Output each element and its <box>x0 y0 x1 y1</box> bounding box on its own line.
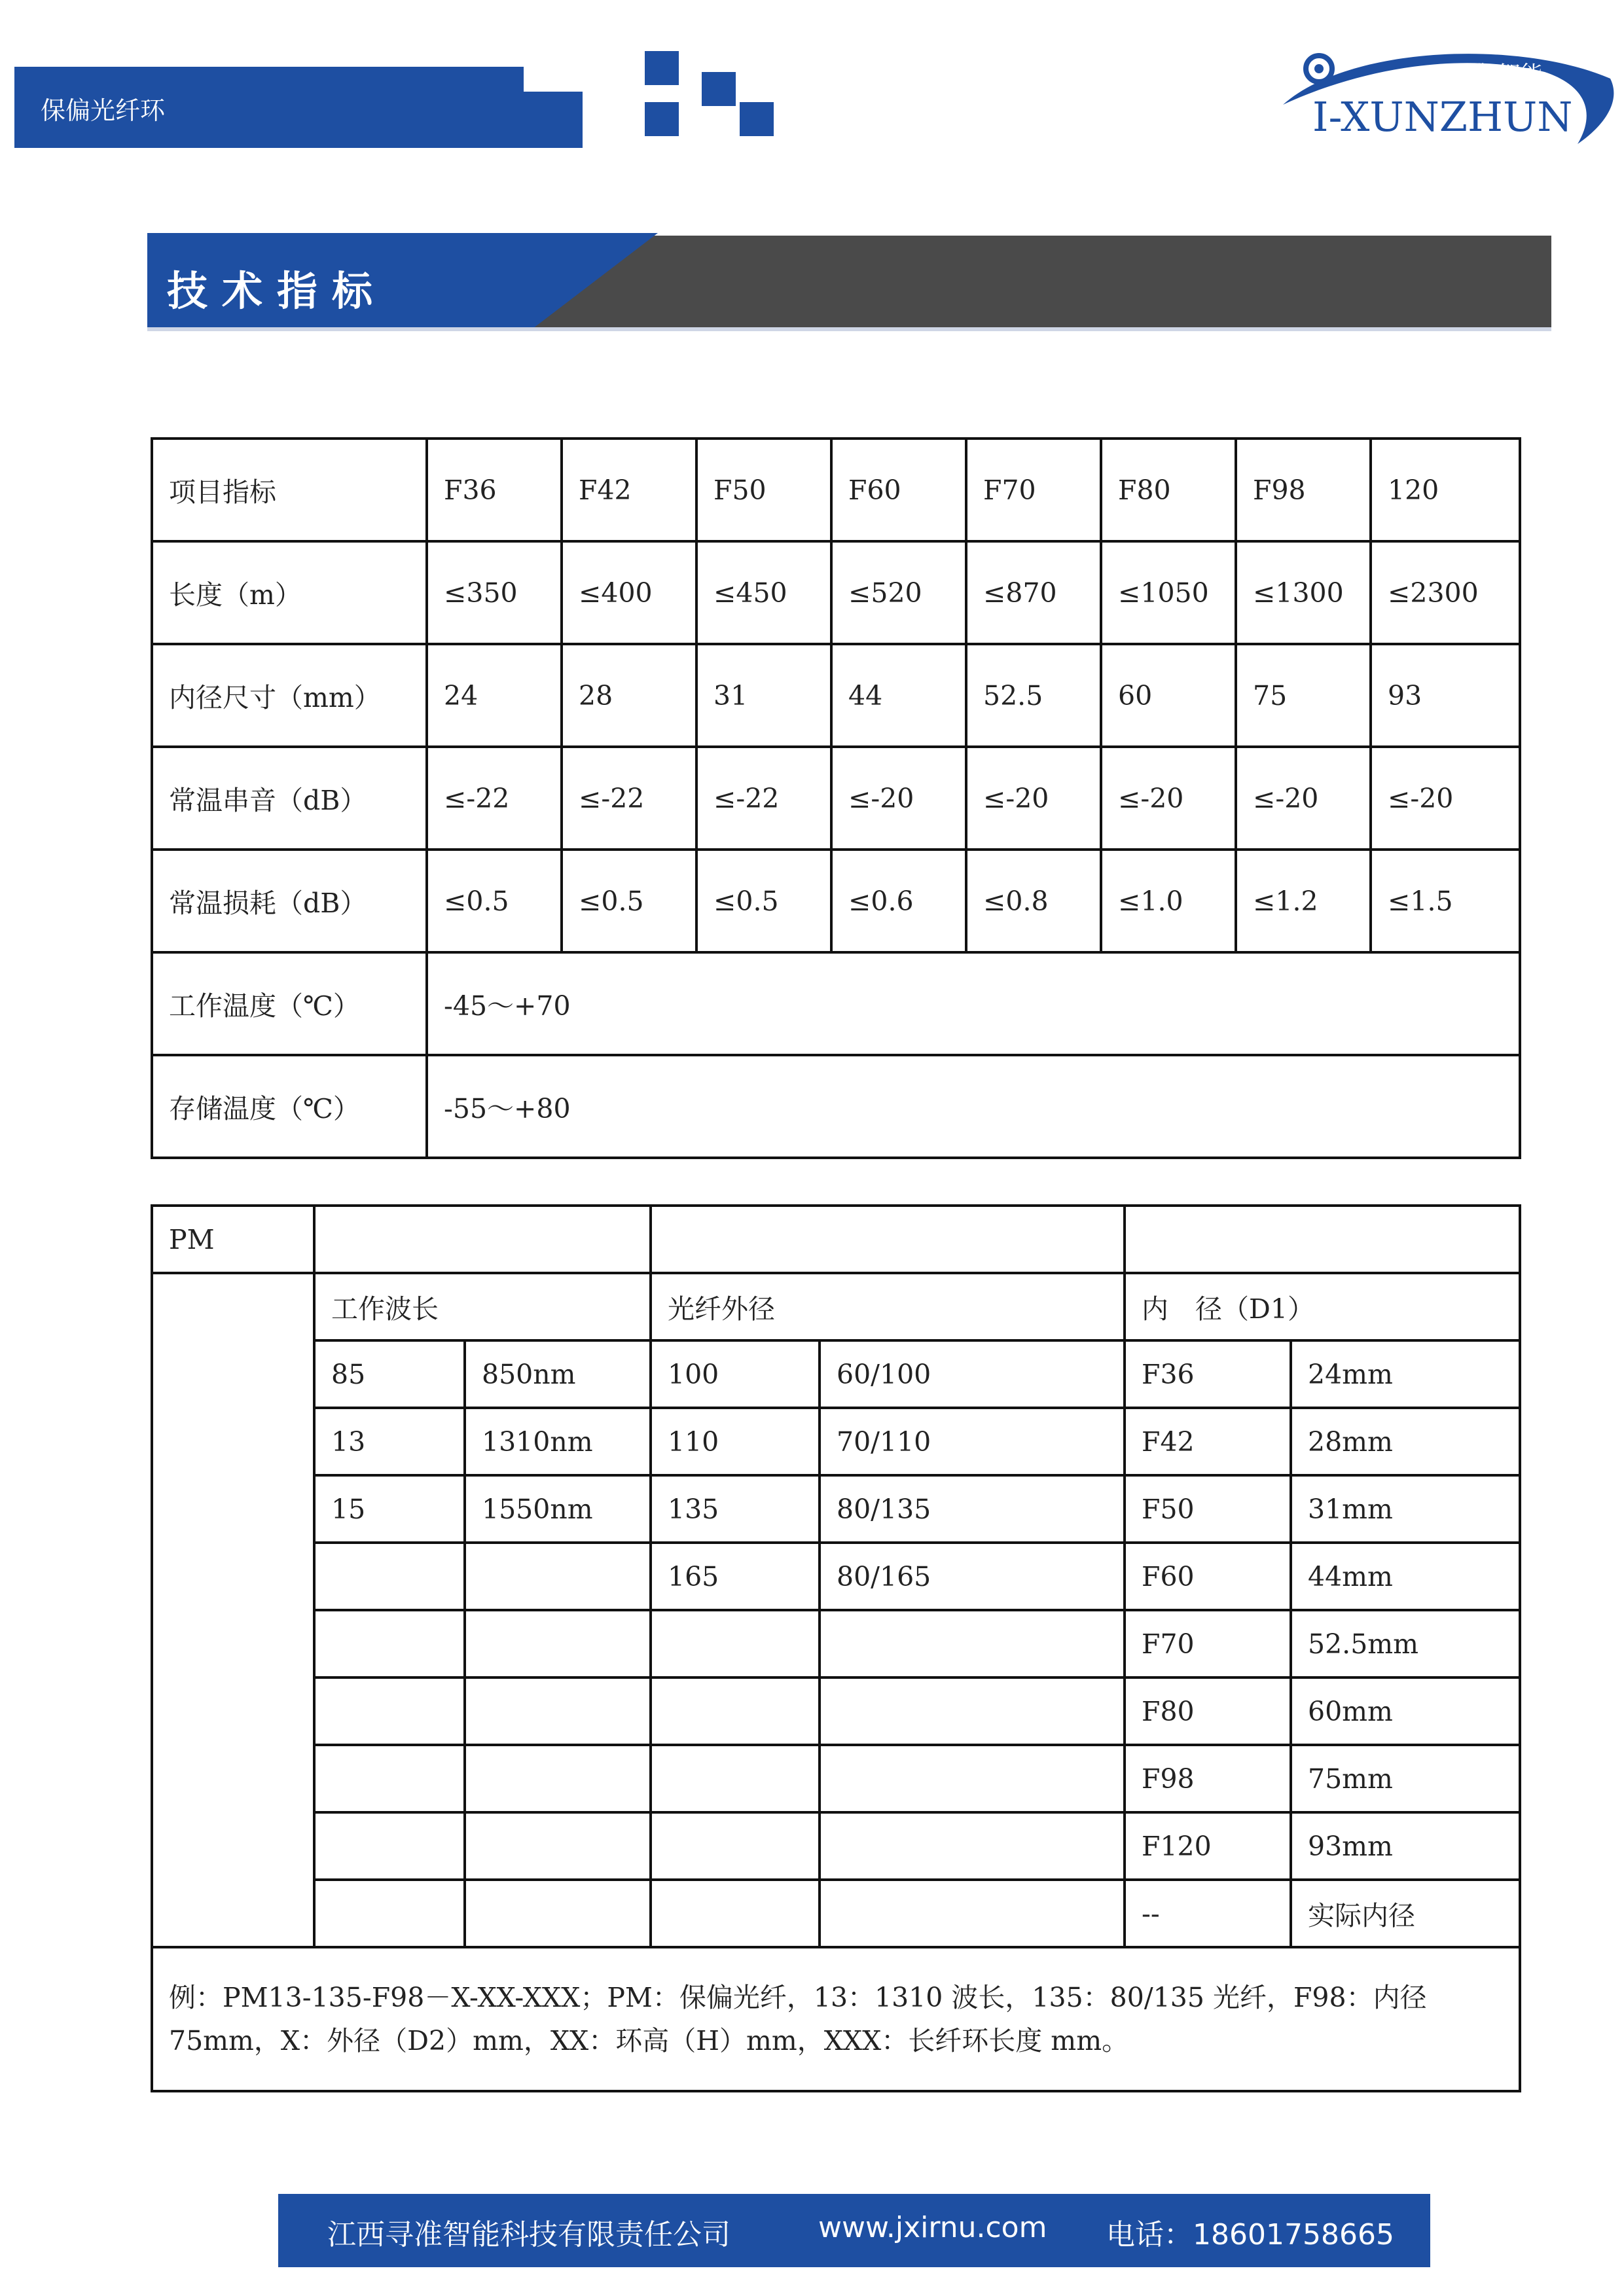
value-cell: ≤-20 <box>831 747 966 850</box>
wavelength-value <box>465 1610 651 1677</box>
value-cell: -55～+80 <box>427 1055 1520 1158</box>
decor-square <box>645 51 679 85</box>
row-label: 存储温度（℃） <box>152 1055 427 1158</box>
value-cell: ≤-22 <box>427 747 562 850</box>
footer-website[interactable]: www.jxirnu.com <box>818 2211 1047 2244</box>
row-label: 常温损耗（dB） <box>152 850 427 952</box>
wavelength-value <box>465 1677 651 1745</box>
value-cell: ≤400 <box>562 541 696 644</box>
row-label: 常温串音（dB） <box>152 747 427 850</box>
fiber-value <box>820 1610 1125 1677</box>
fiber-value <box>820 1880 1125 1947</box>
pm-row <box>152 1677 1520 1745</box>
wavelength-value <box>465 1745 651 1812</box>
logo-swoosh-icon <box>1270 33 1623 157</box>
value-cell: ≤-20 <box>1236 747 1371 850</box>
fiber-value <box>820 1812 1125 1880</box>
company-logo <box>1270 33 1623 157</box>
fiber-code <box>651 1812 820 1880</box>
value-cell: 31 <box>696 644 831 747</box>
pm-row <box>152 1543 1520 1610</box>
spec-row-store-temp <box>152 1055 1520 1158</box>
value-cell: ≤1050 <box>1101 541 1236 644</box>
pm-row <box>152 1745 1520 1812</box>
pm-title-row <box>152 1206 1520 1273</box>
model-cell: 120 <box>1371 439 1520 541</box>
inner-code: F70 <box>1125 1610 1291 1677</box>
fiber-value: 70/110 <box>820 1408 1125 1475</box>
wavelength-value <box>465 1812 651 1880</box>
value-cell: ≤0.5 <box>562 850 696 952</box>
pm-code-table <box>151 1204 1521 2092</box>
spec-header-row <box>152 439 1520 541</box>
wavelength-code <box>314 1610 465 1677</box>
inner-value: 93mm <box>1291 1812 1520 1880</box>
row-label: 内径尺寸（mm） <box>152 644 427 747</box>
wavelength-header: 工作波长 <box>314 1273 651 1340</box>
model-cell: F80 <box>1101 439 1236 541</box>
value-cell: ≤870 <box>966 541 1101 644</box>
section-title: 技术指标 <box>167 267 388 315</box>
wavelength-code <box>314 1880 465 1947</box>
empty-cell <box>651 1206 1125 1273</box>
value-cell: ≤1.5 <box>1371 850 1520 952</box>
inner-code: F42 <box>1125 1408 1291 1475</box>
model-cell: F36 <box>427 439 562 541</box>
pm-row <box>152 1880 1520 1947</box>
pm-row <box>152 1610 1520 1677</box>
inner-value: 28mm <box>1291 1408 1520 1475</box>
wavelength-code <box>314 1543 465 1610</box>
inner-code: F98 <box>1125 1745 1291 1812</box>
model-cell: F60 <box>831 439 966 541</box>
value-cell: ≤1.0 <box>1101 850 1236 952</box>
fiber-code <box>651 1745 820 1812</box>
fiber-value: 80/165 <box>820 1543 1125 1610</box>
pm-label: PM <box>152 1206 314 1273</box>
value-cell: ≤-22 <box>562 747 696 850</box>
fiber-value: 80/135 <box>820 1475 1125 1543</box>
pm-header-row <box>152 1273 1520 1340</box>
spec-row-crosstalk <box>152 747 1520 850</box>
pm-example-note: 例：PM13-135-F98－X-XX-XXX；PM：保偏光纤，13：1310 波长，135：80/135 光纤，F98：内径 75mm，X：外径（D2）mm，XX：环高（H）mm，XXX：长纤环长度 mm。 <box>152 1947 1520 2091</box>
inner-code: F60 <box>1125 1543 1291 1610</box>
empty-cell <box>314 1206 651 1273</box>
value-cell: ≤350 <box>427 541 562 644</box>
spec-row-loss <box>152 850 1520 952</box>
section-bar-underline <box>147 327 1551 331</box>
decor-square <box>702 72 736 106</box>
inner-value: 60mm <box>1291 1677 1520 1745</box>
value-cell: ≤-20 <box>1101 747 1236 850</box>
value-cell: ≤0.8 <box>966 850 1101 952</box>
wavelength-value: 1310nm <box>465 1408 651 1475</box>
inner-code: F50 <box>1125 1475 1291 1543</box>
value-cell: ≤1300 <box>1236 541 1371 644</box>
model-cell: F42 <box>562 439 696 541</box>
row-label: 长度（m） <box>152 541 427 644</box>
value-cell: 28 <box>562 644 696 747</box>
fiber-code <box>651 1880 820 1947</box>
fiber-code <box>651 1677 820 1745</box>
fiber-code: 100 <box>651 1340 820 1408</box>
pm-note-row <box>152 1947 1520 2091</box>
inner-value: 实际内径 <box>1291 1880 1520 1947</box>
spec-row-inner-diameter <box>152 644 1520 747</box>
value-cell: ≤520 <box>831 541 966 644</box>
pm-row <box>152 1812 1520 1880</box>
value-cell: 24 <box>427 644 562 747</box>
value-cell: 44 <box>831 644 966 747</box>
fiber-code: 135 <box>651 1475 820 1543</box>
fiber-value: 60/100 <box>820 1340 1125 1408</box>
inner-code: -- <box>1125 1880 1291 1947</box>
spec-table <box>151 437 1521 1159</box>
wavelength-code <box>314 1812 465 1880</box>
empty-cell <box>1125 1206 1520 1273</box>
value-cell: ≤-20 <box>1371 747 1520 850</box>
inner-code: F36 <box>1125 1340 1291 1408</box>
logo-en-text: I-XUNZHUN <box>1312 93 1573 141</box>
inner-code: F80 <box>1125 1677 1291 1745</box>
value-cell: ≤-22 <box>696 747 831 850</box>
fiber-code: 165 <box>651 1543 820 1610</box>
value-cell: ≤0.5 <box>427 850 562 952</box>
pm-row <box>152 1340 1520 1408</box>
wavelength-value: 850nm <box>465 1340 651 1408</box>
value-cell: 60 <box>1101 644 1236 747</box>
header-band-step <box>524 92 583 148</box>
wavelength-code: 13 <box>314 1408 465 1475</box>
inner-code: F120 <box>1125 1812 1291 1880</box>
model-cell: F50 <box>696 439 831 541</box>
fiber-code <box>651 1610 820 1677</box>
value-cell: 52.5 <box>966 644 1101 747</box>
inner-value: 44mm <box>1291 1543 1520 1610</box>
wavelength-value <box>465 1543 651 1610</box>
inner-value: 31mm <box>1291 1475 1520 1543</box>
value-cell: ≤450 <box>696 541 831 644</box>
value-cell: ≤1.2 <box>1236 850 1371 952</box>
value-cell: ≤0.6 <box>831 850 966 952</box>
spec-row-length <box>152 541 1520 644</box>
value-cell: 93 <box>1371 644 1520 747</box>
fiber-code: 110 <box>651 1408 820 1475</box>
inner-diameter-header: 内 径（D1） <box>1125 1273 1520 1340</box>
spec-header-label: 项目指标 <box>152 439 427 541</box>
inner-value: 24mm <box>1291 1340 1520 1408</box>
value-cell: -45～+70 <box>427 952 1520 1055</box>
row-label: 工作温度（℃） <box>152 952 427 1055</box>
value-cell: 75 <box>1236 644 1371 747</box>
product-label: 保偏光纤环 <box>41 98 166 125</box>
inner-value: 75mm <box>1291 1745 1520 1812</box>
model-cell: F70 <box>966 439 1101 541</box>
empty-cell <box>152 1273 314 1947</box>
wavelength-code: 15 <box>314 1475 465 1543</box>
wavelength-code <box>314 1677 465 1745</box>
wavelength-code: 85 <box>314 1340 465 1408</box>
model-cell: F98 <box>1236 439 1371 541</box>
fiber-value <box>820 1677 1125 1745</box>
footer-company: 江西寻准智能科技有限责任公司 <box>327 2218 731 2251</box>
value-cell: ≤2300 <box>1371 541 1520 644</box>
wavelength-value: 1550nm <box>465 1475 651 1543</box>
fiber-value <box>820 1745 1125 1812</box>
wavelength-value <box>465 1880 651 1947</box>
pm-row <box>152 1408 1520 1475</box>
value-cell: ≤-20 <box>966 747 1101 850</box>
wavelength-code <box>314 1745 465 1812</box>
value-cell: ≤0.5 <box>696 850 831 952</box>
fiber-header: 光纤外径 <box>651 1273 1125 1340</box>
decor-square <box>645 102 679 136</box>
spec-row-work-temp <box>152 952 1520 1055</box>
inner-value: 52.5mm <box>1291 1610 1520 1677</box>
logo-cn-text: 寻准·智能 <box>1447 62 1543 88</box>
footer-phone: 电话：18601758665 <box>1106 2218 1394 2251</box>
decor-square <box>740 102 774 136</box>
pm-row <box>152 1475 1520 1543</box>
